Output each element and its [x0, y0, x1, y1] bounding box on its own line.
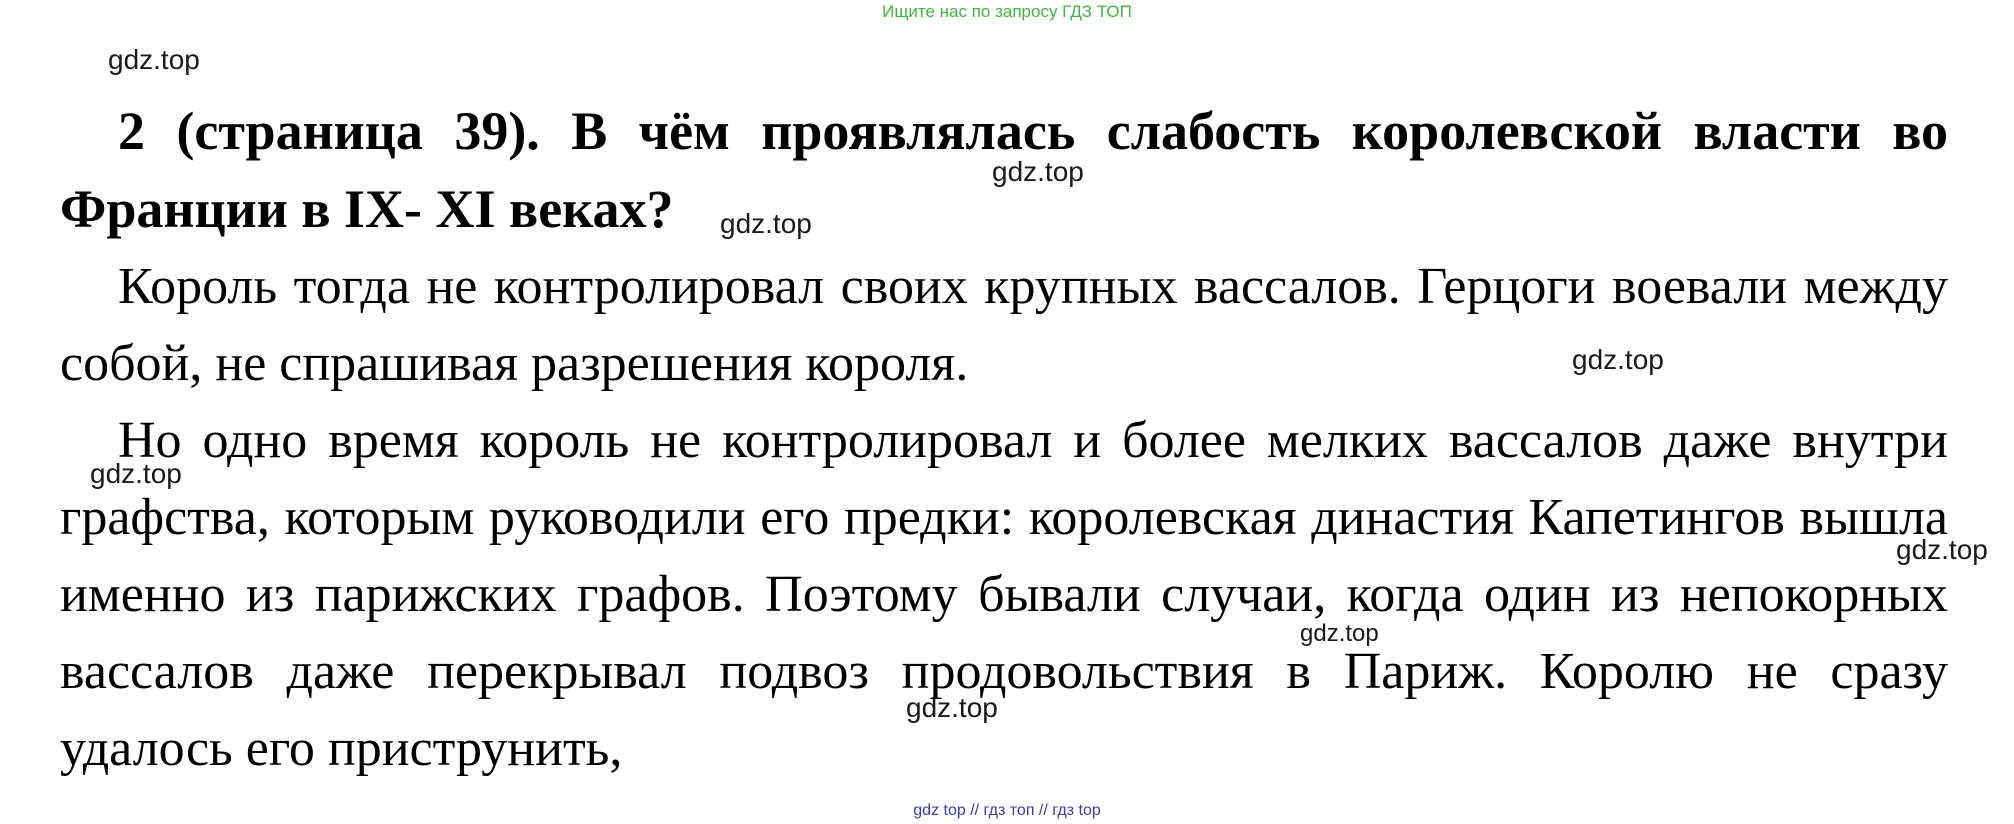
- watermark: gdz.top: [1896, 534, 1988, 565]
- answer-paragraph: Король тогда не контролировал своих крупных вассалов. Герцоги воевали между собой, не спрашивая разрешения короля.: [60, 258, 1948, 392]
- answer-paragraph: Но одно время король не контролировал и более мелких вассалов даже внутри графства, которым руководили его предки: королевская династия Капетингов вышла именно из парижских графов. Поэтому бывали случаи, когда один из непокорных вассалов даже перекрывал подвоз продовольствия в Париж. Королю не сразу удалось его приструнить,: [60, 412, 1948, 777]
- document-body: [60, 92, 1948, 787]
- footer-watermark: gdz top // гдз топ // гдз top: [913, 802, 1101, 819]
- watermark: gdz.top: [1300, 620, 1379, 647]
- watermark: gdz.top: [720, 208, 812, 239]
- watermark: gdz.top: [992, 156, 1084, 187]
- watermark: gdz.top: [90, 458, 182, 489]
- watermark: gdz.top: [1572, 344, 1664, 375]
- top-banner: Ищите нас по запросу ГДЗ ТОП: [882, 2, 1132, 21]
- watermark: gdz.top: [906, 692, 998, 723]
- watermark: gdz.top: [108, 44, 200, 75]
- question-heading: 2 (страница 39). В чём проявлялась слабость королевской власти во Франции в IX- XI веках?: [60, 101, 1948, 239]
